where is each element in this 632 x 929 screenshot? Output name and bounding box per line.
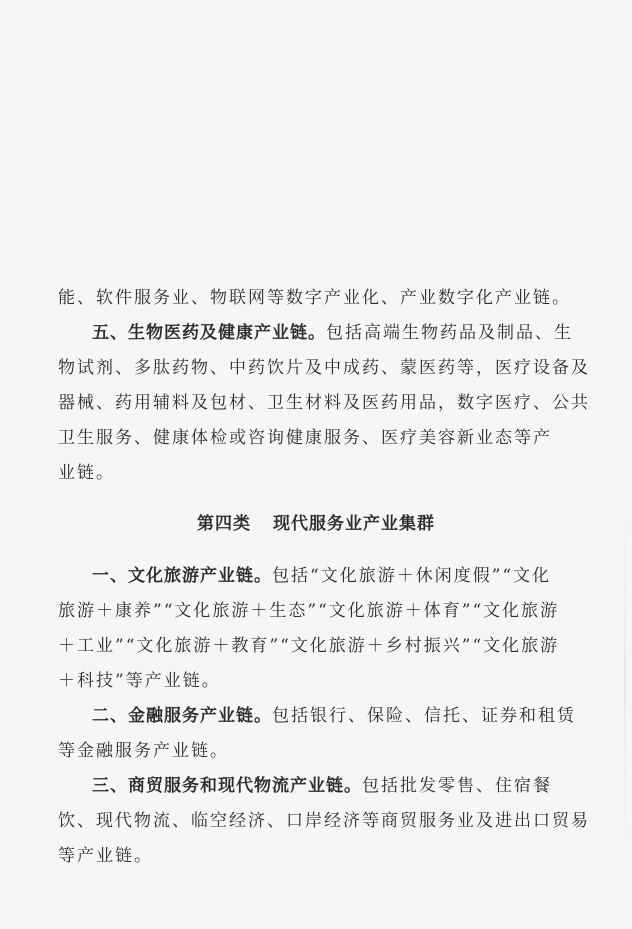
paragraph-line [58,845,153,867]
paragraph-line [58,357,590,379]
paragraph-text: 等产业链。 [58,846,153,866]
paragraph-line [58,810,590,832]
paragraph-text: 包括高端生物药品及制品、生 [326,323,573,343]
section-number: 第四类 [197,514,251,534]
paragraph-text: ＋科技”等产业链。 [58,671,221,691]
paragraph-line [92,775,552,797]
paragraph-line [58,740,229,762]
item-heading: 五、生物医药及健康产业链。 [92,323,326,343]
paragraph-line [58,427,552,449]
paragraph-text: 器械、药用辅料及包材、卫生材料及医药用品，数字医疗、公共 [58,393,590,413]
paragraph-text: 业链。 [58,463,115,483]
item-heading: 二、金融服务产业链。 [92,706,272,726]
section-heading [0,513,632,535]
paragraph-line [58,392,590,414]
paragraph-line [58,635,559,657]
paragraph-line [92,705,576,727]
paragraph-text: 包括银行、保险、信托、证券和租赁 [272,706,576,726]
paragraph-text: 物试剂、多肽药物、中药饮片及中成药、蒙医药等，医疗设备及 [58,358,590,378]
item-heading: 三、商贸服务和现代物流产业链。 [92,776,362,796]
paragraph-text: 等金融服务产业链。 [58,741,229,761]
section-title: 现代服务业产业集群 [273,514,435,534]
paragraph-line [92,565,551,587]
paragraph-line [92,322,573,344]
paragraph-text: 能、软件服务业、物联网等数字产业化、产业数字化产业链。 [58,288,571,308]
paragraph-line [58,670,221,692]
scan-edge-shadow [624,500,626,860]
paragraph-line [58,600,559,622]
paragraph-text: ＋工业”“文化旅游＋教育”“文化旅游＋乡村振兴”“文化旅游 [58,636,560,656]
paragraph-text: 饮、现代物流、临空经济、口岸经济等商贸服务业及进出口贸易 [58,811,590,831]
paragraph-line [58,287,571,309]
paragraph-text: 旅游＋康养”“文化旅游＋生态”“文化旅游＋体育”“文化旅游 [58,601,560,621]
paragraph-text: 卫生服务、健康体检或咨询健康服务、医疗美容新业态等产 [58,428,552,448]
paragraph-line [58,462,115,484]
paragraph-text: 包括“文化旅游＋休闲度假”“文化 [272,566,552,586]
paragraph-text: 包括批发零售、住宿餐 [362,776,552,796]
item-heading: 一、文化旅游产业链。 [92,566,272,586]
